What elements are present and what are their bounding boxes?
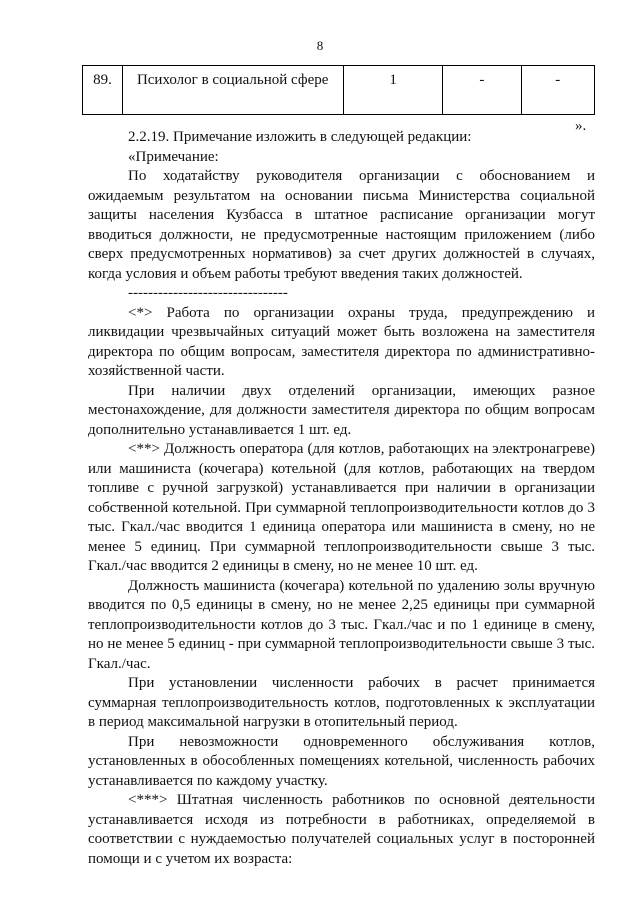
document-body: [88, 128, 595, 869]
page-number: 8: [316, 38, 324, 53]
paragraph: При установлении численности рабочих в расчет принимается суммарная теплопроизводительность котлов, подготовленных к эксплуатации в период максимальной нагрузки в отопительный период.: [88, 675, 595, 730]
paragraph: При наличии двух отделений организации, имеющих разное местонахождение, для должности заместителя директора по общим вопросам дополнительно устанавливается 1 шт. ед.: [88, 382, 595, 438]
staff-count-cell-2: -: [443, 66, 521, 115]
paragraph: При невозможности одновременного обслуживания котлов, установленных в обособленных помещениях котельной, численность рабочих устанавливается по каждому участку.: [88, 733, 595, 789]
position-title: Психолог в социальной сфере: [122, 66, 343, 115]
paragraph-note-heading: «Примечание:: [128, 148, 219, 165]
paragraph-amendment: 2.2.19. Примечание изложить в следующей редакции:: [128, 129, 472, 145]
row-number: 89.: [83, 66, 123, 115]
paragraph: Должность машиниста (кочегара) котельной по удалению золы вручную вводится по 0,5 единицы в смену, но не менее 2,25 единицы при суммарной теплопроизводительности котлов до 3 тыс. Гкал./час и по 1 единице в смену, но не менее 5 единиц - при суммарной теплопроизводительности свыше 3 тыс. Гкал./час.: [88, 577, 595, 672]
separator-line: --------------------------------: [128, 285, 288, 301]
staff-count-cell: 1: [344, 66, 443, 115]
paragraph: По ходатайству руководителя организации с обоснованием и ожидаемым результатом на основании письма Министерства социальной защиты населения Кузбасса в штатное расписание организации могут вводиться должности, не предусмотренные настоящим приложением (либо сверх предусмотренных нормативов) за счет других должностей в случаях, когда условия и объем работы требуют введения таких должностей.: [88, 168, 595, 282]
footnote-3: <***> Штатная численность работников по основной деятельности устанавливается исходя из потребности в работниках, определяемой в соответствии с нуждаемостью получателей социальных услуг в посторонней помощи и с учетом их возраста:: [88, 792, 595, 867]
footnote-1: <*> Работа по организации охраны труда, предупреждению и ликвидации чрезвычайных ситуаций может быть возложена на заместителя директора по общим вопросам, заместителя директора по административно-хозяйственной части.: [88, 304, 595, 379]
table-row: [83, 66, 595, 115]
footnote-2: <**> Должность оператора (для котлов, работающих на электронагреве) или машиниста (кочегара) котельной (для котлов, работающих на твердом топливе с ручной загрузкой) устанавливается при наличии в организации собственной котельной. При суммарной теплопроизводительности котлов до 3 тыс. Гкал./час вводится 1 единица оператора или машиниста в смену, но не менее 5 единиц. При суммарной теплопроизводительности свыше 3 тыс. Гкал./час вводится 2 единицы в смену, но не менее 10 шт. ед.: [88, 441, 595, 574]
closing-quote: ».: [575, 118, 587, 134]
staff-count-cell-3: -: [521, 66, 595, 115]
staff-table: [82, 65, 595, 115]
